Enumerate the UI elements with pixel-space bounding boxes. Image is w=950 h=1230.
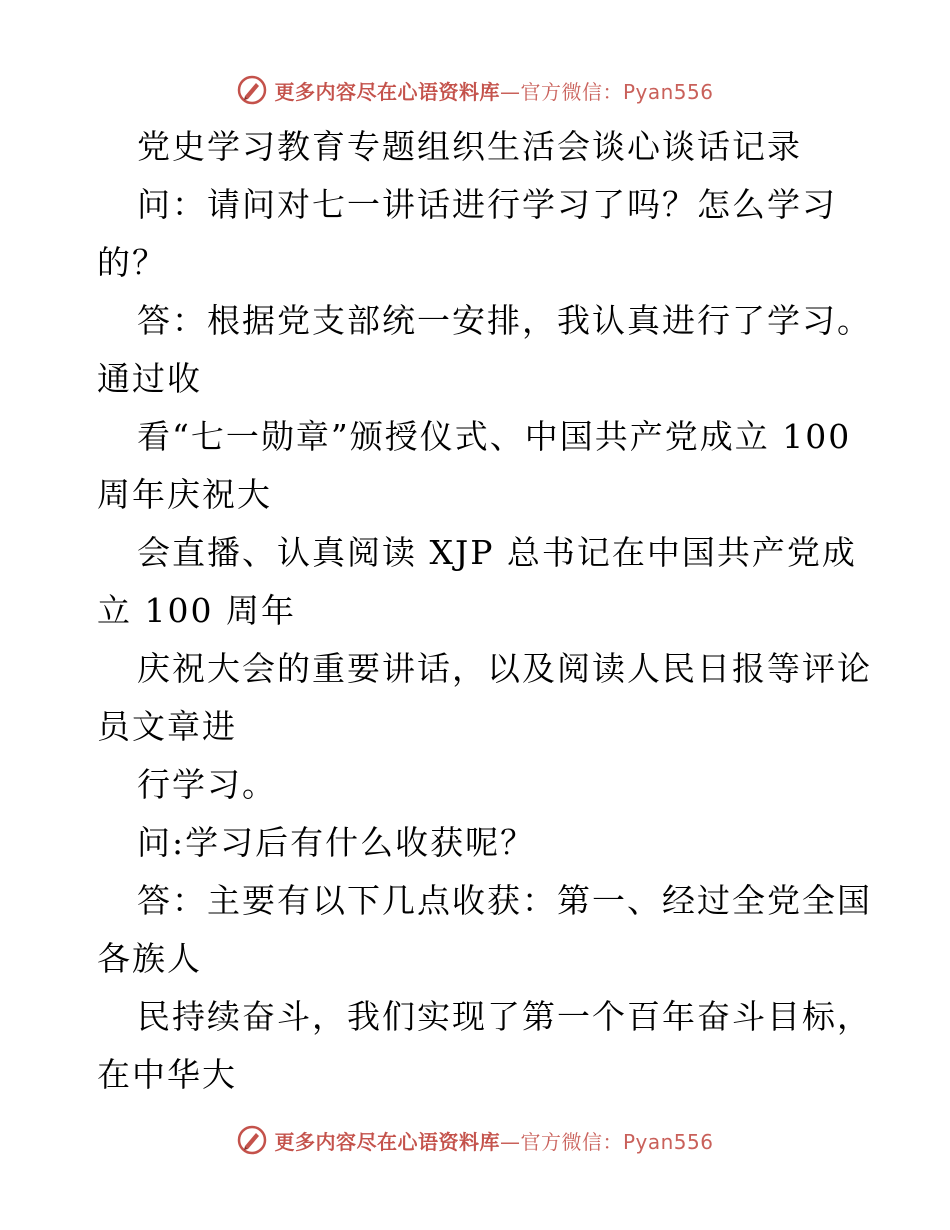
footer-banner <box>0 1120 950 1160</box>
text-line: 通过收 <box>97 359 202 398</box>
text-line: 员文章进 <box>97 707 237 746</box>
document-body <box>97 118 897 1104</box>
text-line: 看“七一勋章”颁授仪式、中国共产党成立 100 <box>137 417 852 456</box>
text-line: 立 100 周年 <box>97 591 296 630</box>
text-line: 会直播、认真阅读 XJP 总书记在中国共产党成 <box>137 533 857 572</box>
banner-text <box>274 76 713 105</box>
logo-icon <box>236 1124 268 1156</box>
header-banner <box>0 70 950 110</box>
banner-text-bold: 更多内容尽在心语资料库 <box>274 79 500 104</box>
text-line: 民持续奋斗，我们实现了第一个百年奋斗目标， <box>137 997 872 1036</box>
banner-text <box>274 1126 713 1155</box>
text-line: 答：根据党支部统一安排，我认真进行了学习。 <box>137 301 872 340</box>
text-line: 各族人 <box>97 939 202 978</box>
banner-text-rest: —官方微信：Pyan556 <box>499 79 714 104</box>
text-line: 在中华大 <box>97 1055 237 1094</box>
logo-icon <box>236 74 268 106</box>
text-line: 问：请问对七一讲话进行学习了吗？怎么学习 <box>137 185 837 224</box>
text-line: 答：主要有以下几点收获：第一、经过全党全国 <box>137 881 872 920</box>
text-line: 庆祝大会的重要讲话，以及阅读人民日报等评论 <box>137 649 872 688</box>
text-line: 问:学习后有什么收获呢？ <box>137 823 536 862</box>
text-line: 的？ <box>97 243 167 282</box>
text-line: 行学习。 <box>137 765 277 804</box>
banner-text-rest: —官方微信：Pyan556 <box>499 1129 714 1154</box>
text-line: 周年庆祝大 <box>97 475 272 514</box>
banner-text-bold: 更多内容尽在心语资料库 <box>274 1129 500 1154</box>
document-title: 党史学习教育专题组织生活会谈心谈话记录 <box>137 127 802 166</box>
